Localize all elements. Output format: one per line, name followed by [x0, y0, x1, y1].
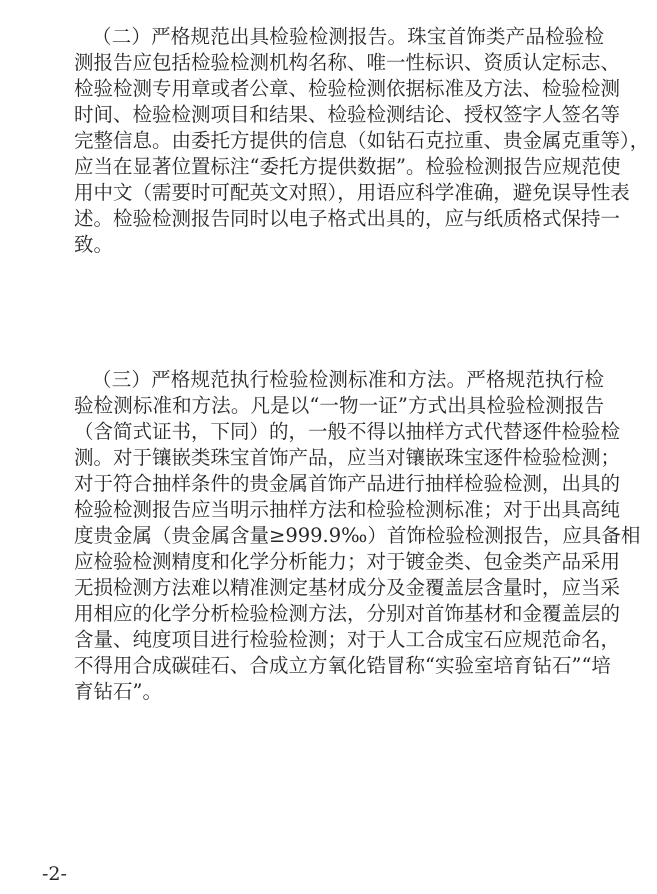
- text-line: 应检验检测精度和化学分析能力；对于镀金类、包金类产品采用: [74, 550, 621, 573]
- text-line: （三）严格规范执行检验检测标准和方法。严格规范执行检: [92, 368, 604, 391]
- text-line: 用相应的化学分析检验检测方法，分别对首饰基材和金覆盖层的: [74, 602, 621, 625]
- text-line: 含量、纯度项目进行检验检测；对于人工合成宝石应规范命名，: [74, 628, 621, 651]
- text-line: 度贵金属（贵金属含量≥999.9‰）首饰检验检测报告，应具备相: [74, 524, 641, 547]
- text-line: 检验检测专用章或者公章、检验检测依据标准及方法、检验检测: [74, 77, 621, 100]
- paragraph-section-3: [74, 367, 641, 705]
- paragraph-section-2: [74, 24, 650, 258]
- text-line: 测报告应包括检验检测机构名称、唯一性标识、资质认定标志、: [74, 51, 621, 74]
- text-line: 用中文（需要时可配英文对照），用语应科学准确，避免误导性表: [74, 181, 630, 204]
- text-line: 测。对于镶嵌类珠宝首饰产品，应当对镶嵌珠宝逐件检验检测；: [74, 446, 621, 469]
- text-line: （含简式证书，下同）的，一般不得以抽样方式代替逐件检验检: [74, 420, 621, 443]
- text-line: 无损检测方法难以精准测定基材成分及金覆盖层含量时，应当采: [74, 576, 621, 599]
- text-line: 时间、检验检测项目和结果、检验检测结论、授权签字人签名等: [74, 103, 621, 126]
- text-line: 应当在显著位置标注“委托方提供数据”。检验检测报告应规范使: [74, 155, 621, 178]
- page-number: -2-: [42, 863, 67, 885]
- text-line: 检验检测报告应当明示抽样方法和检验检测标准；对于出具高纯: [74, 498, 621, 521]
- text-line: 验检测标准和方法。凡是以“一物一证”方式出具检验检测报告: [74, 394, 604, 417]
- text-line: 致。: [74, 233, 114, 256]
- text-line: 述。检验检测报告同时以电子格式出具的，应与纸质格式保持一: [74, 207, 621, 230]
- text-line: 对于符合抽样条件的贵金属首饰产品进行抽样检验检测，出具的: [74, 472, 621, 495]
- text-line: 不得用合成碳硅石、合成立方氧化锆冒称“实验室培育钻石”“培: [74, 654, 611, 677]
- text-line: 完整信息。由委托方提供的信息（如钻石克拉重、贵金属克重等），: [74, 129, 650, 152]
- text-line: 育钻石”。: [74, 680, 162, 703]
- text-line: （二）严格规范出具检验检测报告。珠宝首饰类产品检验检: [92, 25, 604, 48]
